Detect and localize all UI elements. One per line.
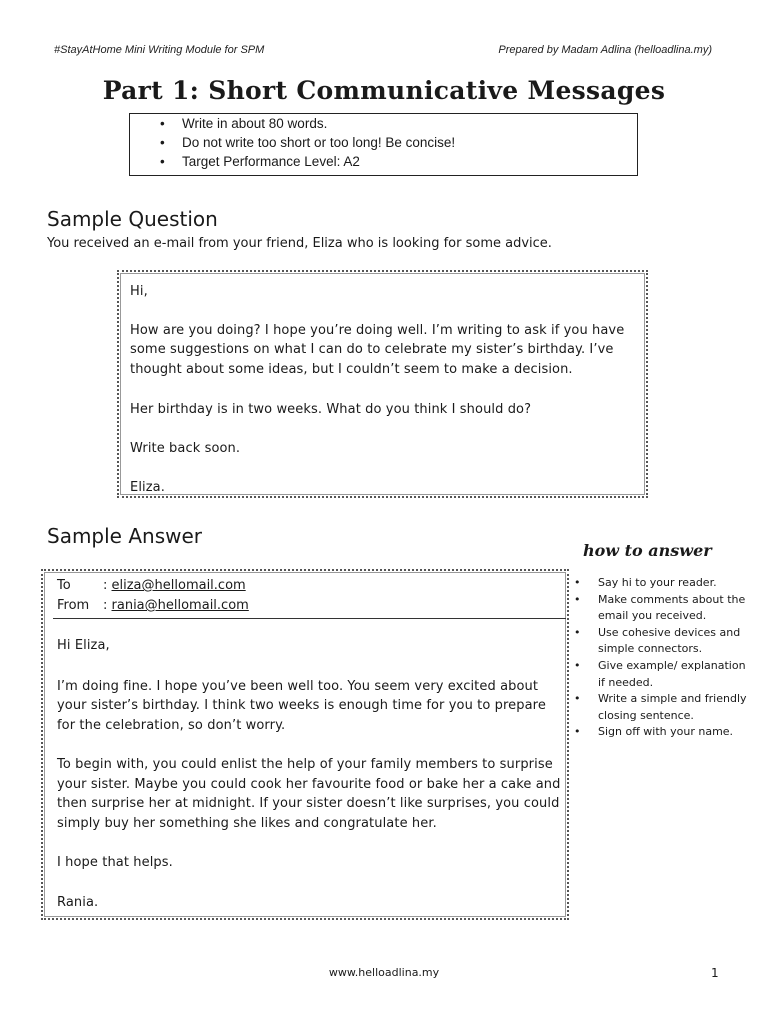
rule-item: • Target Performance Level: A2 bbox=[182, 152, 637, 171]
footer-url: www.helloadlina.my bbox=[328, 966, 440, 979]
answer-email-box bbox=[41, 569, 569, 920]
to-label: To bbox=[57, 578, 71, 593]
from-line: From : rania@hellomail.com bbox=[57, 596, 562, 616]
tip-item: • Say hi to your reader. bbox=[572, 575, 752, 592]
sample-answer-heading: Sample Answer bbox=[47, 524, 203, 548]
to-line: To : eliza@hellomail.com bbox=[57, 576, 562, 596]
question-email-box bbox=[117, 270, 648, 498]
rule-item: • Write in about 80 words. bbox=[182, 114, 637, 133]
header-left: #StayAtHome Mini Writing Module for SPM bbox=[54, 44, 265, 56]
page-title: Part 1: Short Communicative Messages bbox=[102, 76, 666, 105]
email-signoff: Eliza. bbox=[130, 480, 165, 495]
header-right: Prepared by Madam Adlina (helloadlina.my) bbox=[498, 44, 712, 56]
how-to-answer-title: how to answer bbox=[583, 541, 712, 560]
how-to-answer-list bbox=[572, 575, 752, 741]
email-paragraph: Her birthday is in two weeks. What do you think I should do? bbox=[130, 402, 532, 417]
rule-item: • Do not write too short or too long! Be concise! bbox=[182, 133, 637, 152]
tip-item: • Give example/ explanation if needed. bbox=[572, 658, 752, 691]
email-line: I hope that helps. bbox=[57, 855, 173, 870]
tip-item: • Sign off with your name. bbox=[572, 724, 752, 741]
email-paragraph: To begin with, you could enlist the help of your family members to surprise your sister. Maybe you could cook her favourite food or bake her a cake and then surprise her at midnight. If your sister doesn’t like surprises, you could simply buy her something she likes and congratulate her. bbox=[57, 757, 561, 831]
tip-item: • Use cohesive devices and simple connectors. bbox=[572, 625, 752, 658]
question-intro: You received an e-mail from your friend, Eliza who is looking for some advice. bbox=[47, 236, 552, 251]
page-number: 1 bbox=[711, 966, 719, 980]
email-signoff: Rania. bbox=[57, 894, 99, 910]
to-address: eliza@hellomail.com bbox=[111, 578, 246, 593]
email-line: Hi Eliza, bbox=[57, 638, 110, 653]
email-paragraph: I’m doing fine. I hope you’ve been well too. You seem very excited about your sister’s birthday. I think two weeks is enough time for you to prepare for the celebration, so don’t worry. bbox=[57, 678, 546, 733]
header-divider bbox=[53, 618, 566, 619]
tip-item: • Make comments about the email you received. bbox=[572, 592, 752, 625]
email-paragraph: How are you doing? I hope you’re doing well. I’m writing to ask if you have some suggestions on what I can do to celebrate my sister’s birthday. I’ve thought about some ideas, but I couldn’t seem to make a decision. bbox=[130, 322, 625, 377]
email-line: Hi, bbox=[130, 284, 148, 299]
sample-question-heading: Sample Question bbox=[47, 207, 218, 231]
from-label: From bbox=[57, 598, 90, 613]
rules-box bbox=[129, 113, 638, 176]
tip-item: • Write a simple and friendly closing sentence. bbox=[572, 691, 752, 724]
email-line: Write back soon. bbox=[130, 440, 241, 456]
from-address: rania@hellomail.com bbox=[111, 598, 249, 613]
